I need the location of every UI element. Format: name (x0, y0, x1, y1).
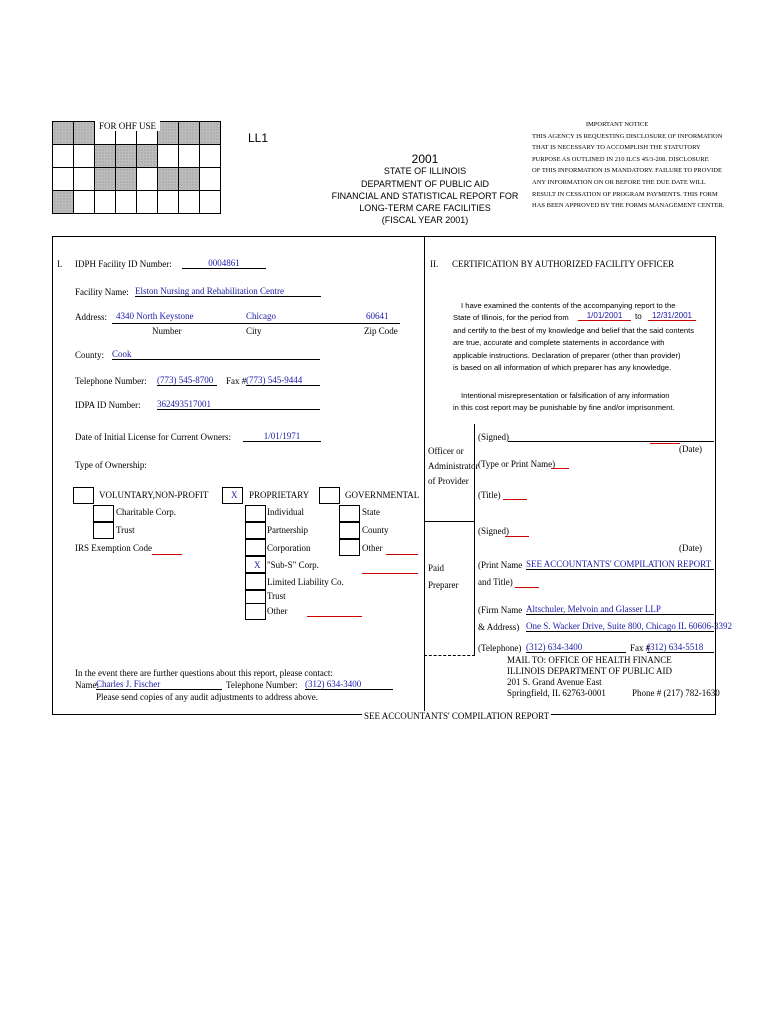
firm-tel-field[interactable]: (312) 634-3400 (526, 642, 626, 653)
certification-text: I have examined the contents of the accompanying report to the State of Illinois, for the period from and certify to the best of my knowledge and belief that the said contents are true, accurate and complete statements in accordance with applicable instructions. Declaration of preparer (other than provider) is based on all information of which preparer has any knowledge. (453, 301, 695, 373)
period-to-word: to (635, 312, 642, 321)
phone-field[interactable]: (773) 545-8700 (157, 375, 217, 386)
form-year: 2001 (411, 152, 439, 166)
paid-preparer-label: Paid Preparer (428, 563, 459, 590)
county-label-gov: County (362, 525, 389, 535)
mail-to-block: MAIL TO: OFFICE OF HEALTH FINANCE ILLINOIS DEPARTMENT OF PUBLIC AID 201 S. Grand Avenue East Springfield, IL 62763-0001 (507, 655, 672, 698)
corporation-checkbox[interactable] (245, 539, 266, 556)
state-label: State (362, 507, 380, 517)
idpa-label: IDPA ID Number: (75, 400, 141, 410)
contact-intro: In the event there are further questions about this report, please contact: (75, 668, 333, 678)
proprietary-label: PROPRIETARY (249, 490, 310, 500)
contact-name-field[interactable]: Charles J. Fischer (96, 679, 222, 690)
partnership-checkbox[interactable] (245, 522, 266, 539)
form-code: LL1 (248, 131, 269, 145)
idph-field[interactable]: 0004861 (182, 258, 266, 269)
governmental-checkbox[interactable] (319, 487, 340, 504)
firm-fax-field[interactable]: (312) 634-5518 (647, 642, 714, 653)
firm-address-field[interactable]: One S. Wacker Drive, Suite 800, Chicago IL 60606-3392 (526, 621, 732, 631)
contact-tel-label: Telephone Number: (226, 680, 298, 690)
firm-tel-label: (Telephone) (478, 643, 522, 653)
charitable-checkbox[interactable] (93, 505, 114, 522)
gov-other-checkbox[interactable] (339, 539, 360, 556)
gov-other-field[interactable] (386, 553, 418, 555)
important-notice: IMPORTANT NOTICE THIS AGENCY IS REQUESTING DISCLOSURE OF INFORMATION THAT IS NECESSARY TO ACCOMPLISH THE STATUTORY PURPOSE AS OUTLINED IN 210 ILCS 45/3-208. DISCLOSURE OF THIS INFORMATION IS MANDATORY. FAILURE TO PROVIDE ANY INFORMATION ON OR BEFORE THE DUE DATE WILL RESULT IN CESSATION OF PROGRAM PAYMENTS. THIS FORM HAS BEEN APPROVED BY THE FORMS MANAGEMENT CENTER. (532, 121, 725, 210)
signed-label-2: (Signed) (478, 526, 509, 536)
type-name-field[interactable] (551, 467, 569, 469)
individual-checkbox[interactable] (245, 505, 266, 522)
state-checkbox[interactable] (339, 505, 360, 522)
ohf-use-label: FOR OHF USE (95, 121, 160, 131)
address-zip-field[interactable]: 60641 (366, 311, 389, 321)
charitable-label: Charitable Corp. (116, 507, 176, 517)
llc-checkbox[interactable] (245, 573, 266, 590)
subs-corp-mark: X (254, 560, 261, 570)
zip-caption: Zip Code (364, 326, 398, 336)
voluntary-label: VOLUNTARY,NON-PROFIT (99, 490, 209, 500)
firm-fax-label: Fax # (630, 643, 651, 653)
section-2-numeral: II. (430, 259, 439, 269)
contact-name-label: Name: (75, 680, 99, 690)
county-label: County: (75, 350, 105, 360)
section-1-numeral: I. (57, 259, 63, 269)
address-number-field[interactable]: 4340 North Keystone (116, 311, 194, 321)
number-caption: Number (152, 326, 182, 336)
print-name-field[interactable]: SEE ACCOUNTANTS' COMPILATION REPORT (526, 559, 714, 570)
ownership-label: Type of Ownership: (75, 460, 147, 470)
llc-label: Limited Liability Co. (267, 577, 344, 587)
contact-note: Please send copies of any audit adjustments to address above. (96, 692, 318, 702)
idpa-field[interactable]: 362493517001 (157, 399, 320, 410)
officer-label: Officer or Administrator of Provider (428, 446, 479, 486)
type-name-label: (Type or Print Name) (478, 459, 556, 469)
prop-other-checkbox[interactable] (245, 603, 266, 620)
prop-other-field[interactable] (307, 615, 362, 617)
print-name-label: (Print Name (478, 560, 523, 570)
county-checkbox[interactable] (339, 522, 360, 539)
voluntary-checkbox[interactable] (73, 487, 94, 504)
facility-name-field[interactable]: Elston Nursing and Rehabilitation Centre (135, 286, 321, 297)
license-date-label: Date of Initial License for Current Owners: (75, 432, 231, 442)
date-label-2: (Date) (679, 543, 702, 553)
contact-tel-field[interactable]: (312) 634-3400 (305, 679, 393, 690)
corporation-label: Corporation (267, 543, 311, 553)
signed-label: (Signed) (478, 432, 509, 442)
fax-label: Fax # (226, 376, 247, 386)
signed-field-2[interactable] (505, 535, 529, 537)
date-label: (Date) (679, 444, 702, 454)
governmental-label: GOVERNMENTAL (345, 490, 420, 500)
trust-checkbox[interactable] (93, 522, 114, 539)
trust-label: Trust (116, 525, 135, 535)
ohf-use-grid (52, 121, 221, 214)
signed-line[interactable] (508, 441, 714, 442)
address-city-field[interactable]: Chicago (246, 311, 276, 321)
firm-name-field[interactable]: Altschuler, Melvoin and Glasser LLP (526, 604, 714, 615)
subs-corp-label: "Sub-S" Corp. (267, 560, 319, 570)
idph-label: IDPH Facility ID Number: (75, 259, 172, 269)
irs-code-field[interactable] (152, 553, 182, 555)
irs-label: IRS Exemption Code (75, 543, 152, 553)
period-from-field[interactable]: 1/01/2001 (578, 311, 631, 321)
fax-field[interactable]: (773) 545-9444 (246, 375, 320, 386)
phone-label: Telephone Number: (75, 376, 147, 386)
prop-trust-label: Trust (267, 591, 286, 601)
title-line-5: (FISCAL YEAR 2001) (381, 215, 469, 225)
proprietary-mark: X (231, 490, 238, 500)
county-field[interactable]: Cook (112, 349, 320, 360)
title-line-4: LONG-TERM CARE FACILITIES (359, 203, 491, 213)
warning-text: Intentional misrepresentation or falsification of any information in this cost report may be punishable by fine and/or imprisonment. (453, 391, 675, 413)
footer-note: SEE ACCOUNTANTS' COMPILATION REPORT (364, 711, 550, 721)
certification-title: CERTIFICATION BY AUTHORIZED FACILITY OFFICER (452, 259, 675, 269)
address-label: Address: (75, 312, 107, 322)
mail-phone: Phone # (217) 782-1630 (632, 688, 720, 698)
facility-label: Facility Name: (75, 287, 129, 297)
partnership-label: Partnership (267, 525, 308, 535)
and-title-field[interactable] (515, 586, 539, 588)
license-date-field[interactable]: 1/01/1971 (243, 431, 321, 442)
title-line-1: STATE OF ILLINOIS (383, 166, 467, 176)
firm-address-label: & Address) (478, 622, 520, 632)
title-line-3: FINANCIAL AND STATISTICAL REPORT FOR (331, 191, 519, 201)
and-title-label: and Title) (478, 577, 513, 587)
gov-other-label: Other (362, 543, 383, 553)
city-caption: City (246, 326, 262, 336)
title-field[interactable] (503, 498, 527, 500)
individual-label: Individual (267, 507, 304, 517)
gov-other-field-2[interactable] (362, 572, 418, 574)
period-to-field[interactable]: 12/31/2001 (648, 311, 696, 321)
title-label: (Title) (478, 490, 501, 500)
firm-name-label: (Firm Name (478, 605, 523, 615)
prop-other-label: Other (267, 606, 288, 616)
signed-field[interactable] (650, 442, 680, 444)
title-line-2: DEPARTMENT OF PUBLIC AID (360, 179, 490, 189)
